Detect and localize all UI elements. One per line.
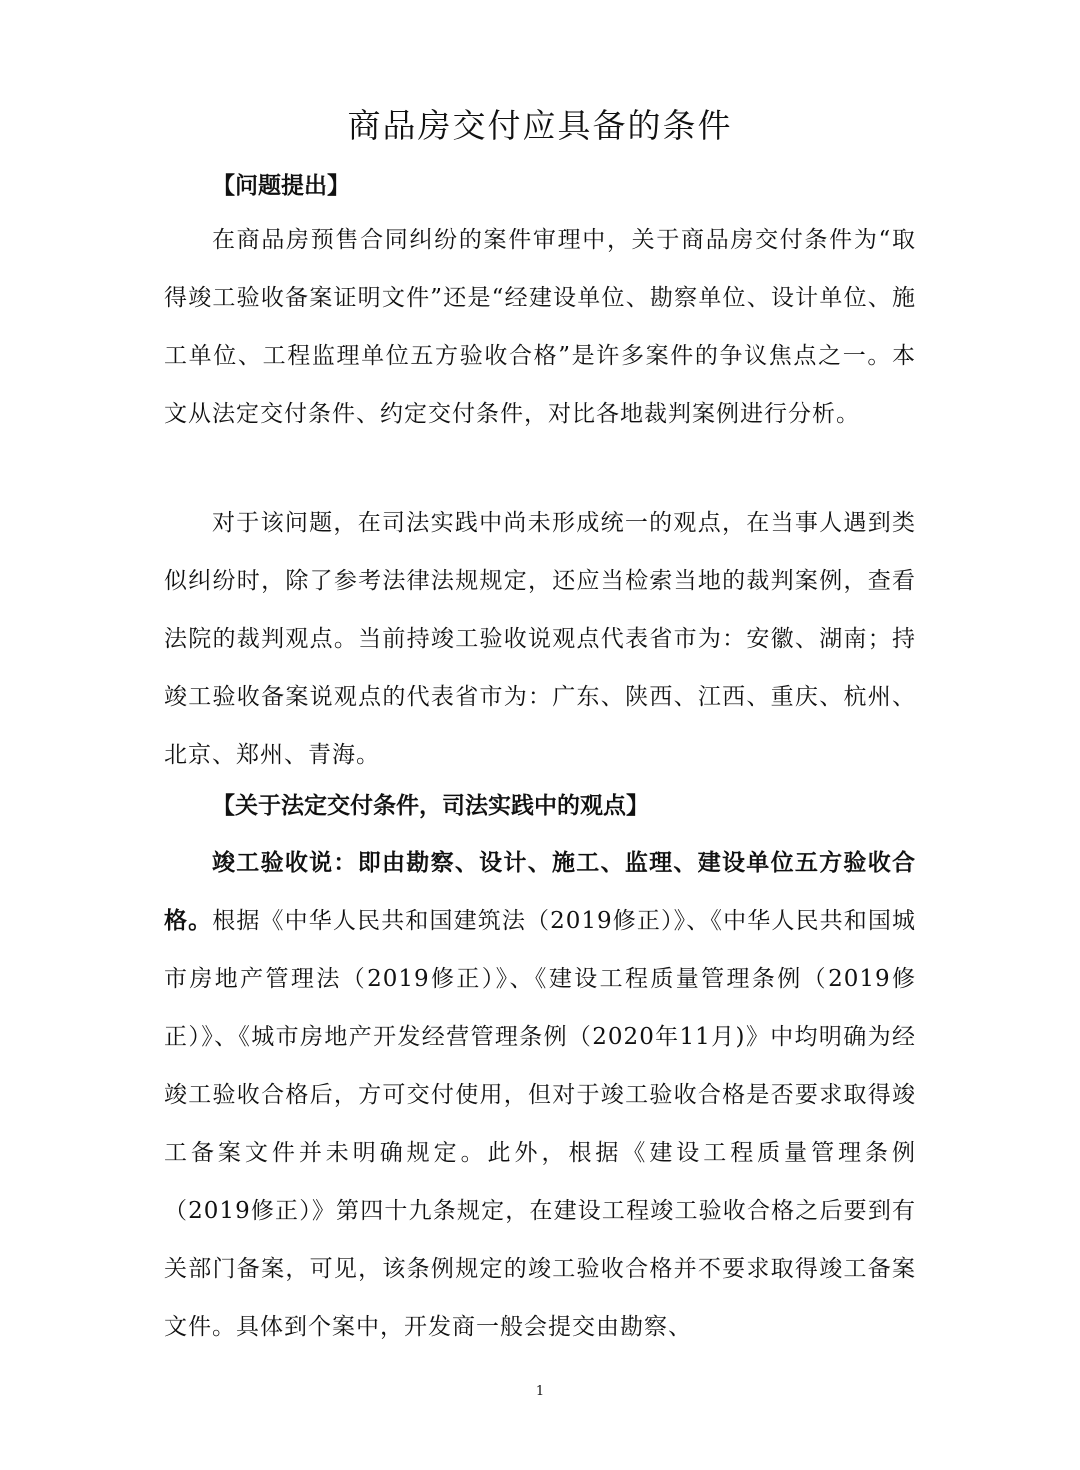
paragraph-body-text: 根据《中华人民共和国建筑法（2019修正）》、《中华人民共和国城市房地产管理法（2019修正）》、《建设工程质量管理条例（2019修正）》、《城市房地产开发经营管理条例（2020年11月)》中均明确为经竣工验收合格后，方可交付使用，但对于竣工验收合格是否要求取得竣工备案文件并未明确规定。此外，根据《建设工程质量管理条例（2019修正）》第四十九条规定，在建设工程竣工验收合格之后要到有关部门备案，可见，该条例规定的竣工验收合格并不要求取得竣工备案文件。具体到个案中，开发商一般会提交由勘察、 [164,908,916,1340]
section-heading-legal-conditions: 【关于法定交付条件，司法实践中的观点】 [212,792,649,819]
bold-lead-text: 竣工验收说：即由勘察、设计、施工、监理、建设单位五方验收合格。 [164,849,916,934]
document-title: 商品房交付应具备的条件 [347,106,733,145]
page-number: 1 [535,1384,545,1399]
paragraph-practice: 对于该问题，在司法实践中尚未形成统一的观点，在当事人遇到类似纠纷时，除了参考法律法规规定，还应当检索当地的裁判案例，查看法院的裁判观点。当前持竣工验收说观点代表省市为：安徽、湖南；持竣工验收备案说观点的代表省市为：广东、陕西、江西、重庆、杭州、北京、郑州、青海。 [164,510,916,768]
paragraph-completion-acceptance [164,834,916,1356]
paragraph-intro: 在商品房预售合同纠纷的案件审理中，关于商品房交付条件为“取得竣工验收备案证明文件”还是“经建设单位、勘察单位、设计单位、施工单位、工程监理单位五方验收合格”是许多案件的争议焦点之一。本文从法定交付条件、约定交付条件，对比各地裁判案例进行分析。 [164,227,916,427]
section-heading-problem: 【问题提出】 [212,172,350,199]
